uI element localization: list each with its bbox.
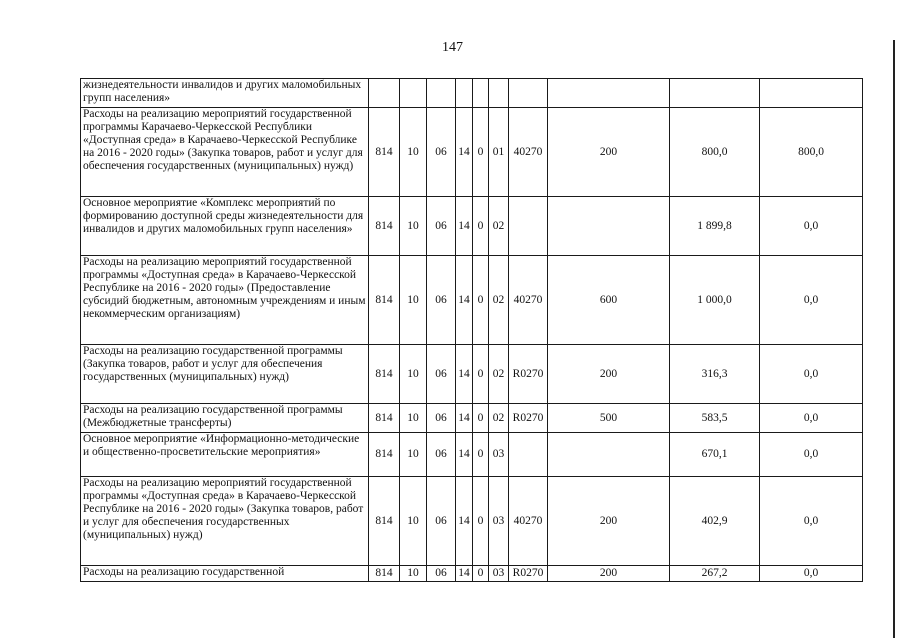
row-description: Основное мероприятие «Комплекс мероприятий по формированию доступной среды жизнедеятельности для инвалидов и других маломобильных групп населения»: [81, 197, 369, 256]
section-code-cell: 10: [400, 566, 427, 582]
table-row: [81, 433, 863, 477]
amount-year-2-cell: 0,0: [760, 404, 863, 433]
amount-year-2-cell: 0,0: [760, 345, 863, 404]
direction-code-cell: [509, 433, 548, 477]
budget-table: [80, 78, 863, 582]
amount-year-1-cell: 1 000,0: [670, 256, 760, 345]
expense-type-code-cell: 200: [548, 345, 670, 404]
section-code-cell: 10: [400, 404, 427, 433]
ministry-code-cell: 814: [369, 566, 400, 582]
section-code-cell: 10: [400, 197, 427, 256]
table-row: [81, 79, 863, 108]
amount-year-2-cell: 0,0: [760, 566, 863, 582]
activity-code-cell: 02: [489, 345, 509, 404]
expense-type-code-cell: [548, 197, 670, 256]
direction-code-cell: R0270: [509, 566, 548, 582]
activity-code-cell: 02: [489, 256, 509, 345]
amount-year-1-cell: [670, 79, 760, 108]
section-code-cell: 10: [400, 477, 427, 566]
direction-code-cell: 40270: [509, 477, 548, 566]
subsection-code-cell: 06: [427, 197, 456, 256]
expense-type-code-cell: 200: [548, 108, 670, 197]
row-description: Расходы на реализацию мероприятий государственной программы «Доступная среда» в Карачаево-Черкесской Республике на 2016 - 2020 годы» (Предоставление субсидий бюджетным, автономным учреждениям и иным некоммерческим организациям): [81, 256, 369, 345]
activity-code-cell: 03: [489, 477, 509, 566]
table-row: [81, 256, 863, 345]
amount-year-2-cell: 800,0: [760, 108, 863, 197]
subprogram-code-cell: 0: [473, 566, 489, 582]
program-code-cell: 14: [456, 404, 473, 433]
expense-type-code-cell: [548, 79, 670, 108]
table-body: [81, 79, 863, 582]
program-code-cell: 14: [456, 433, 473, 477]
amount-year-2-cell: [760, 79, 863, 108]
table-row: [81, 477, 863, 566]
section-code-cell: 10: [400, 433, 427, 477]
direction-code-cell: [509, 79, 548, 108]
subsection-code-cell: 06: [427, 433, 456, 477]
direction-code-cell: R0270: [509, 404, 548, 433]
subsection-code-cell: 06: [427, 477, 456, 566]
ministry-code-cell: 814: [369, 404, 400, 433]
row-description: Расходы на реализацию мероприятий государственной программы Карачаево-Черкесской Республики «Доступная среда» в Карачаево-Черкесской Республике на 2016 - 2020 годы» (Закупка товаров, работ и услуг для обеспечения государственных (муниципальных) нужд): [81, 108, 369, 197]
scan-edge-rule: [893, 40, 895, 638]
subprogram-code-cell: 0: [473, 477, 489, 566]
row-description: Расходы на реализацию мероприятий государственной программы «Доступная среда» в Карачаево-Черкесской Республике на 2016 - 2020 годы» (Закупка товаров, работ и услуг для обеспечения государственных (муниципальных) нужд): [81, 477, 369, 566]
activity-code-cell: 02: [489, 197, 509, 256]
amount-year-1-cell: 583,5: [670, 404, 760, 433]
table-row: [81, 345, 863, 404]
subprogram-code-cell: 0: [473, 433, 489, 477]
activity-code-cell: [489, 79, 509, 108]
program-code-cell: 14: [456, 256, 473, 345]
expense-type-code-cell: 200: [548, 566, 670, 582]
section-code-cell: 10: [400, 256, 427, 345]
ministry-code-cell: 814: [369, 433, 400, 477]
subsection-code-cell: 06: [427, 256, 456, 345]
activity-code-cell: 02: [489, 404, 509, 433]
amount-year-1-cell: 800,0: [670, 108, 760, 197]
subprogram-code-cell: 0: [473, 345, 489, 404]
subsection-code-cell: 06: [427, 566, 456, 582]
row-description: Основное мероприятие «Информационно-методические и общественно-просветительские мероприятия»: [81, 433, 369, 477]
program-code-cell: 14: [456, 108, 473, 197]
expense-type-code-cell: 500: [548, 404, 670, 433]
amount-year-2-cell: 0,0: [760, 477, 863, 566]
subprogram-code-cell: [473, 79, 489, 108]
section-code-cell: [400, 79, 427, 108]
direction-code-cell: [509, 197, 548, 256]
ministry-code-cell: 814: [369, 345, 400, 404]
ministry-code-cell: 814: [369, 197, 400, 256]
activity-code-cell: 03: [489, 566, 509, 582]
program-code-cell: 14: [456, 477, 473, 566]
activity-code-cell: 03: [489, 433, 509, 477]
program-code-cell: 14: [456, 566, 473, 582]
amount-year-2-cell: 0,0: [760, 433, 863, 477]
direction-code-cell: R0270: [509, 345, 548, 404]
subsection-code-cell: 06: [427, 345, 456, 404]
ministry-code-cell: [369, 79, 400, 108]
subprogram-code-cell: 0: [473, 256, 489, 345]
ministry-code-cell: 814: [369, 108, 400, 197]
expense-type-code-cell: [548, 433, 670, 477]
amount-year-1-cell: 316,3: [670, 345, 760, 404]
table-row: [81, 566, 863, 582]
section-code-cell: 10: [400, 108, 427, 197]
direction-code-cell: 40270: [509, 256, 548, 345]
amount-year-2-cell: 0,0: [760, 197, 863, 256]
ministry-code-cell: 814: [369, 256, 400, 345]
row-description: Расходы на реализацию государственной программы (Закупка товаров, работ и услуг для обеспечения государственных (муниципальных) нужд): [81, 345, 369, 404]
subsection-code-cell: [427, 79, 456, 108]
section-code-cell: 10: [400, 345, 427, 404]
program-code-cell: 14: [456, 345, 473, 404]
subprogram-code-cell: 0: [473, 197, 489, 256]
amount-year-1-cell: 1 899,8: [670, 197, 760, 256]
subsection-code-cell: 06: [427, 404, 456, 433]
table-row: [81, 108, 863, 197]
activity-code-cell: 01: [489, 108, 509, 197]
expense-type-code-cell: 600: [548, 256, 670, 345]
row-description: Расходы на реализацию государственной: [81, 566, 369, 582]
table-row: [81, 404, 863, 433]
amount-year-1-cell: 670,1: [670, 433, 760, 477]
program-code-cell: 14: [456, 197, 473, 256]
expense-type-code-cell: 200: [548, 477, 670, 566]
subsection-code-cell: 06: [427, 108, 456, 197]
row-description: жизнедеятельности инвалидов и других маломобильных групп населения»: [81, 79, 369, 108]
amount-year-1-cell: 267,2: [670, 566, 760, 582]
row-description: Расходы на реализацию государственной программы (Межбюджетные трансферты): [81, 404, 369, 433]
direction-code-cell: 40270: [509, 108, 548, 197]
subprogram-code-cell: 0: [473, 108, 489, 197]
subprogram-code-cell: 0: [473, 404, 489, 433]
program-code-cell: [456, 79, 473, 108]
ministry-code-cell: 814: [369, 477, 400, 566]
amount-year-2-cell: 0,0: [760, 256, 863, 345]
page-number: 147: [442, 40, 463, 55]
table-row: [81, 197, 863, 256]
amount-year-1-cell: 402,9: [670, 477, 760, 566]
